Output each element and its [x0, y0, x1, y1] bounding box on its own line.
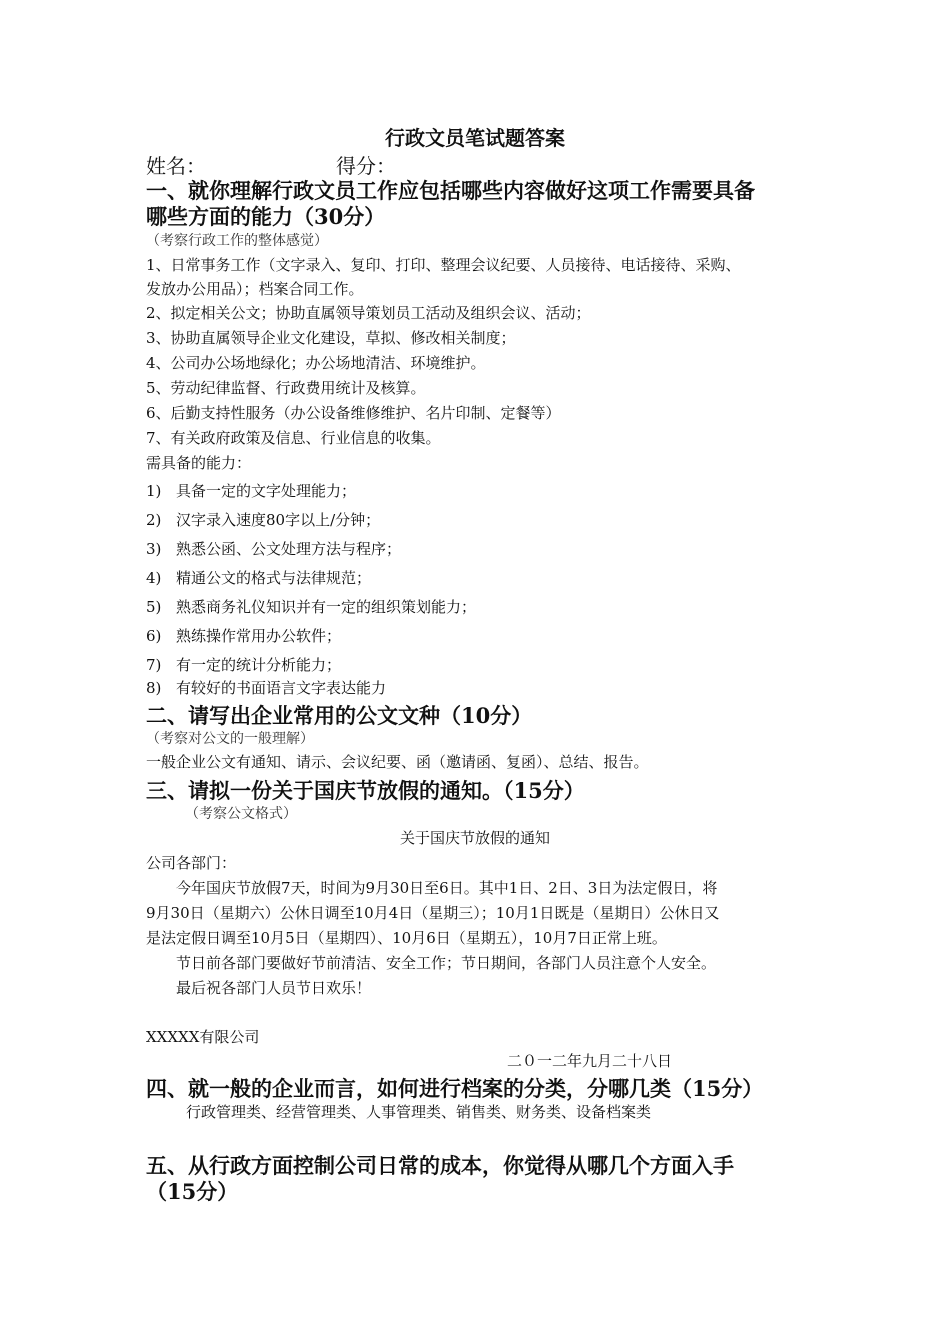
ability-number: 5)	[146, 598, 162, 616]
ability-text: 熟悉公函、公文处理方法与程序；	[176, 540, 402, 558]
ability-item	[146, 538, 401, 559]
q2-answer: 一般企业公文有通知、请示、会议纪要、函（邀请函、复函）、总结、报告。	[146, 753, 649, 771]
ability-number: 4)	[146, 569, 162, 587]
notice-body-line: 9月30日（星期六）公休日调至10月4日（星期三）；10月1日既是（星期日）公休日又	[146, 904, 720, 922]
ability-text: 具备一定的文字处理能力；	[176, 482, 357, 500]
notice-body-line: 是法定假日调至10月5日（星期四）、10月6日（星期五），10月7日正常上班。	[146, 929, 667, 947]
ability-text: 精通公文的格式与法律规范；	[176, 569, 372, 587]
ability-item	[146, 654, 341, 675]
q1-note: （考察行政工作的整体感觉）	[146, 233, 328, 249]
notice-body-line: 今年国庆节放假7天，时间为9月30日至6日。其中1日、2日、3日为法定假日，将	[176, 879, 718, 897]
q1-item: 3、协助直属领导企业文化建设，草拟、修改相关制度；	[146, 329, 516, 347]
q1-item: 1、日常事务工作（文字录入、复印、打印、整理会议纪要、人员接待、电话接待、采购、	[146, 256, 741, 274]
notice-title: 关于国庆节放假的通知	[399, 829, 550, 847]
q1-heading-line2: 哪些方面的能力（30分）	[146, 204, 386, 229]
ability-number: 3)	[146, 540, 162, 558]
q2-heading: 二、请写出企业常用的公文文种（10分）	[146, 703, 533, 728]
q1-item: 发放办公用品）；档案合同工作。	[146, 280, 364, 298]
ability-text: 熟练操作常用办公软件；	[176, 627, 342, 645]
name-label: 姓名：	[146, 154, 206, 178]
ability-item	[146, 567, 371, 588]
q3-heading: 三、请拟一份关于国庆节放假的通知。（15分）	[146, 778, 585, 803]
ability-item	[146, 509, 380, 530]
q3-note: （考察公文格式）	[185, 806, 297, 822]
ability-number: 7)	[146, 656, 162, 674]
ability-text: 有一定的统计分析能力；	[176, 656, 342, 674]
ability-item	[146, 625, 341, 646]
q1-heading-line1: 一、就你理解行政文员工作应包括哪些内容做好这项工作需要具备	[146, 178, 755, 203]
q1-item: 2、拟定相关公文；协助直属领导策划员工活动及组织会议、活动；	[146, 304, 591, 322]
ability-item	[146, 480, 356, 501]
ability-text: 汉字录入速度80字以上/分钟；	[176, 511, 381, 529]
ability-item	[146, 596, 476, 617]
q4-answer: 行政管理类、经营管理类、人事管理类、销售类、财务类、设备档案类	[186, 1103, 652, 1121]
ability-number: 6)	[146, 627, 162, 645]
q1-item: 4、公司办公场地绿化；办公场地清洁、环境维护。	[146, 354, 486, 372]
q1-item: 5、劳动纪律监督、行政费用统计及核算。	[146, 379, 426, 397]
notice-body-line: 节日前各部门要做好节前清洁、安全工作；节日期间，各部门人员注意个人安全。	[176, 954, 717, 972]
notice-salutation: 公司各部门：	[146, 854, 237, 872]
notice-company: XXXXX有限公司	[146, 1028, 260, 1046]
notice-date: 二０一二年九月二十八日	[507, 1052, 673, 1070]
ability-item	[146, 677, 386, 698]
ability-number: 1)	[146, 482, 162, 500]
ability-number: 2)	[146, 511, 162, 529]
ability-text: 有较好的书面语言文字表达能力	[176, 679, 387, 697]
ability-text: 熟悉商务礼仪知识并有一定的组织策划能力；	[176, 598, 477, 616]
notice-body-line: 最后祝各部门人员节日欢乐！	[176, 979, 372, 997]
q1-item: 需具备的能力：	[146, 454, 252, 472]
q2-note: （考察对公文的一般理解）	[146, 731, 314, 747]
q5-heading-line1: 五、从行政方面控制公司日常的成本，你觉得从哪几个方面入手	[146, 1153, 734, 1178]
page-title: 行政文员笔试题答案	[385, 126, 565, 150]
score-label: 得分：	[336, 154, 396, 178]
q1-item: 6、后勤支持性服务（办公设备维修维护、名片印制、定餐等）	[146, 404, 561, 422]
q4-heading: 四、就一般的企业而言，如何进行档案的分类，分哪几类（15分）	[146, 1076, 764, 1101]
ability-number: 8)	[146, 679, 162, 697]
q5-heading-line2: （15分）	[146, 1179, 239, 1204]
q1-item: 7、有关政府政策及信息、行业信息的收集。	[146, 429, 441, 447]
